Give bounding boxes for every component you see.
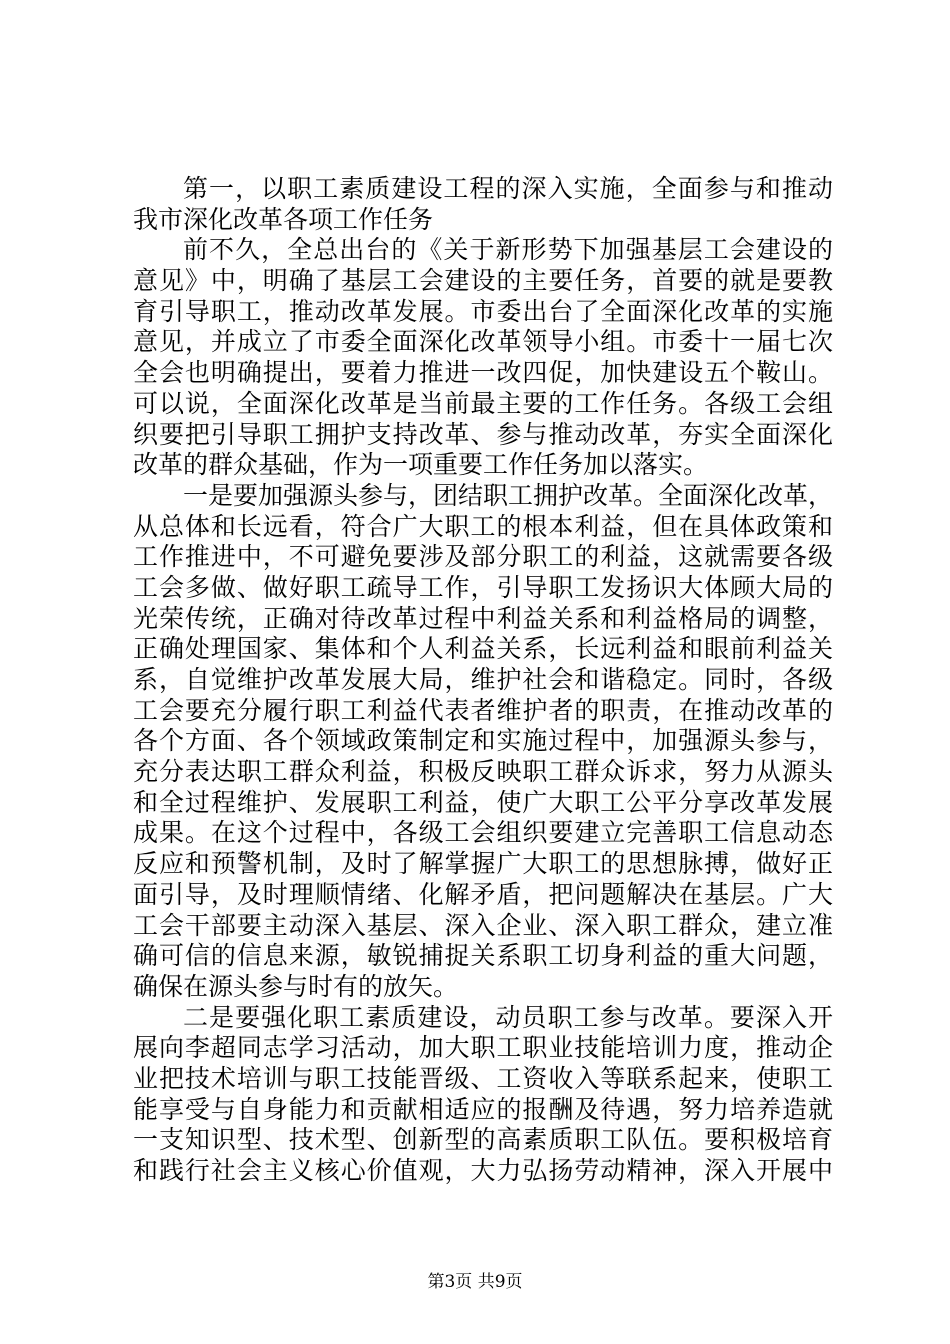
text-line: 充分表达职工群众利益，积极反映职工群众诉求，努力从源头 — [133, 757, 833, 787]
text-line: 工会多做、做好职工疏导工作，引导职工发扬识大体顾大局的 — [133, 572, 833, 602]
document-body — [133, 174, 833, 1187]
text-line: 系，自觉维护改革发展大局，维护社会和谐稳定。同时，各级 — [133, 665, 833, 694]
text-line: 一是要加强源头参与，团结职工拥护改革。全面深化改革， — [183, 480, 834, 510]
text-line: 光荣传统，正确对待改革过程中利益关系和利益格局的调整， — [133, 603, 833, 633]
text-line: 确保在源头参与时有的放矢。 — [133, 971, 459, 1001]
text-line: 二是要强化职工素质建设，动员职工参与改革。要深入开 — [183, 1002, 833, 1032]
text-line: 各个方面、各个领域政策制定和实施过程中，加强源头参与， — [133, 726, 833, 756]
text-line: 面引导，及时理顺情绪、化解矛盾，把问题解决在基层。广大 — [133, 879, 833, 909]
text-line: 改革的群众基础，作为一项重要工作任务加以落实。 — [133, 450, 709, 480]
text-line: 可以说，全面深化改革是当前最主要的工作任务。各级工会组 — [133, 388, 833, 418]
text-line: 成果。在这个过程中，各级工会组织要建立完善职工信息动态 — [133, 818, 833, 848]
text-line: 反应和预警机制，及时了解掌握广大职工的思想脉搏，做好正 — [133, 849, 833, 879]
text-line: 和践行社会主义核心价值观，大力弘扬劳动精神，深入开展中 — [133, 1156, 833, 1185]
text-line: 意见》中，明确了基层工会建设的主要任务，首要的就是要教 — [133, 266, 833, 296]
text-line: 织要把引导职工拥护支持改革、参与推动改革，夯实全面深化 — [133, 419, 833, 449]
text-line: 和全过程维护、发展职工利益，使广大职工公平分享改革发展 — [133, 787, 833, 817]
text-line: 一支知识型、技术型、创新型的高素质职工队伍。要积极培育 — [133, 1125, 833, 1155]
text-line: 工作推进中，不可避免要涉及部分职工的利益，这就需要各级 — [133, 542, 833, 572]
text-line: 确可信的信息来源，敏锐捕捉关系职工切身利益的重大问题， — [133, 941, 833, 971]
text-line: 意见，并成立了市委全面深化改革领导小组。市委十一届七次 — [133, 327, 833, 357]
text-line: 我市深化改革各项工作任务 — [133, 204, 434, 234]
text-line: 前不久，全总出台的《关于新形势下加强基层工会建设的 — [183, 235, 833, 265]
text-line: 工会要充分履行职工利益代表者维护者的职责，在推动改革的 — [133, 695, 833, 725]
text-line: 展向李超同志学习活动，加大职工职业技能培训力度，推动企 — [133, 1033, 833, 1063]
page-footer — [0, 1271, 950, 1293]
page-number-label: 第3页 共9页 — [427, 1272, 523, 1292]
text-line: 第一，以职工素质建设工程的深入实施，全面参与和推动 — [183, 174, 833, 203]
text-line: 育引导职工，推动改革发展。市委出台了全面深化改革的实施 — [133, 296, 833, 326]
text-line: 全会也明确提出，要着力推进一改四促，加快建设五个鞍山。 — [133, 358, 833, 388]
text-line: 能享受与自身能力和贡献相适应的报酬及待遇，努力培养造就 — [133, 1094, 833, 1124]
text-line: 业把技术培训与职工技能晋级、工资收入等联系起来，使职工 — [133, 1063, 833, 1093]
text-line: 从总体和长远看，符合广大职工的根本利益，但在具体政策和 — [133, 511, 833, 541]
text-line: 工会干部要主动深入基层、深入企业、深入职工群众，建立准 — [133, 910, 833, 940]
text-line: 正确处理国家、集体和个人利益关系，长远利益和眼前利益关 — [133, 634, 833, 664]
